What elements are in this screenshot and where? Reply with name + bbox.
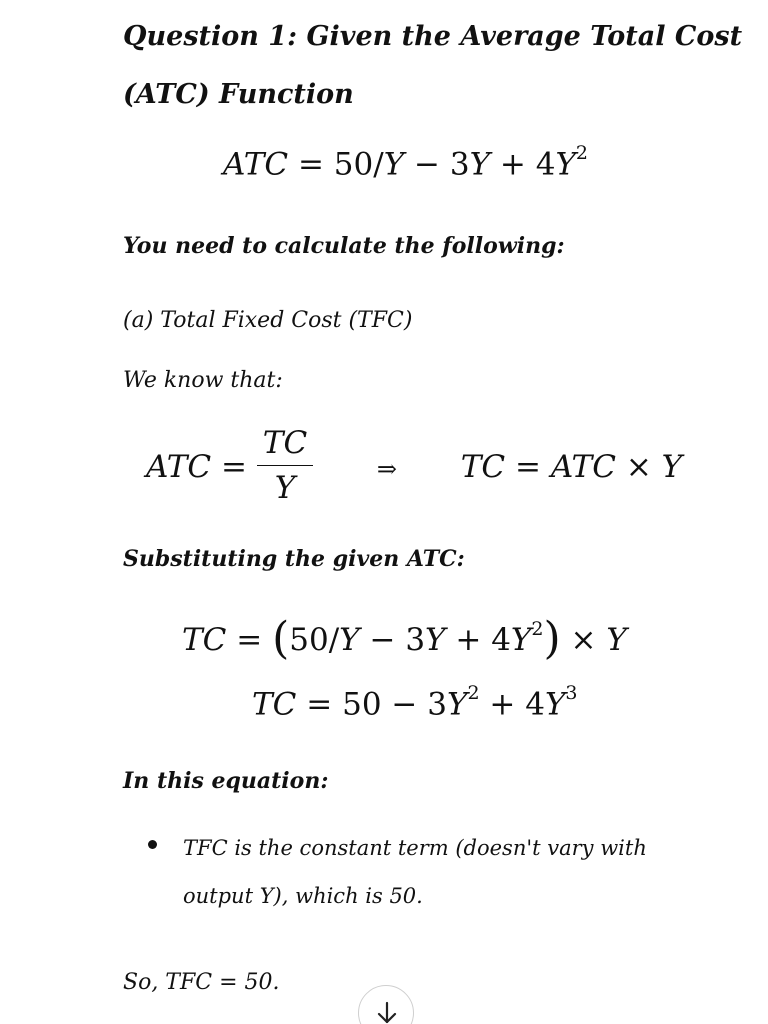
question-title-line2: (ATC) Function — [123, 79, 354, 110]
tc-substituted-equation: TC = $(50/Y - 3Y + 4Y^2) \times Y$ — [182, 613, 627, 664]
scroll-down-button[interactable] — [358, 985, 414, 1024]
tc-over-y-fraction: $\frac{TC}{Y}$ — [257, 425, 313, 506]
tc-simplified-equation: TC = $50 - 3Y^2 + 4Y^3$ — [252, 682, 578, 723]
bullet-point — [148, 840, 157, 849]
we-know-text: We know that: — [123, 368, 283, 393]
atc-function-equation: ATC = $50/Y - 3Y + 4Y^2$ — [223, 142, 588, 183]
arrow-down-icon — [375, 1000, 399, 1024]
bullet-text-line2: output Y), which is 50. — [183, 884, 423, 908]
bullet-text-line1: TFC is the constant term (doesn't vary with — [183, 836, 647, 860]
atc-definition-equation: ATC = $\frac{TC}{Y}$ ⇒ TC = ATC × Y — [146, 425, 683, 506]
instruction-text: You need to calculate the following: — [123, 233, 565, 259]
conclusion-text: So, TFC = 50. — [123, 970, 280, 995]
implies-arrow: ⇒ — [376, 455, 398, 483]
question-title-line1: Question 1: Given the Average Total Cost — [123, 21, 743, 52]
in-this-equation-text: In this equation: — [123, 768, 329, 794]
part-a-heading: (a) Total Fixed Cost (TFC) — [123, 308, 413, 333]
substituting-text: Substituting the given ATC: — [123, 546, 465, 572]
